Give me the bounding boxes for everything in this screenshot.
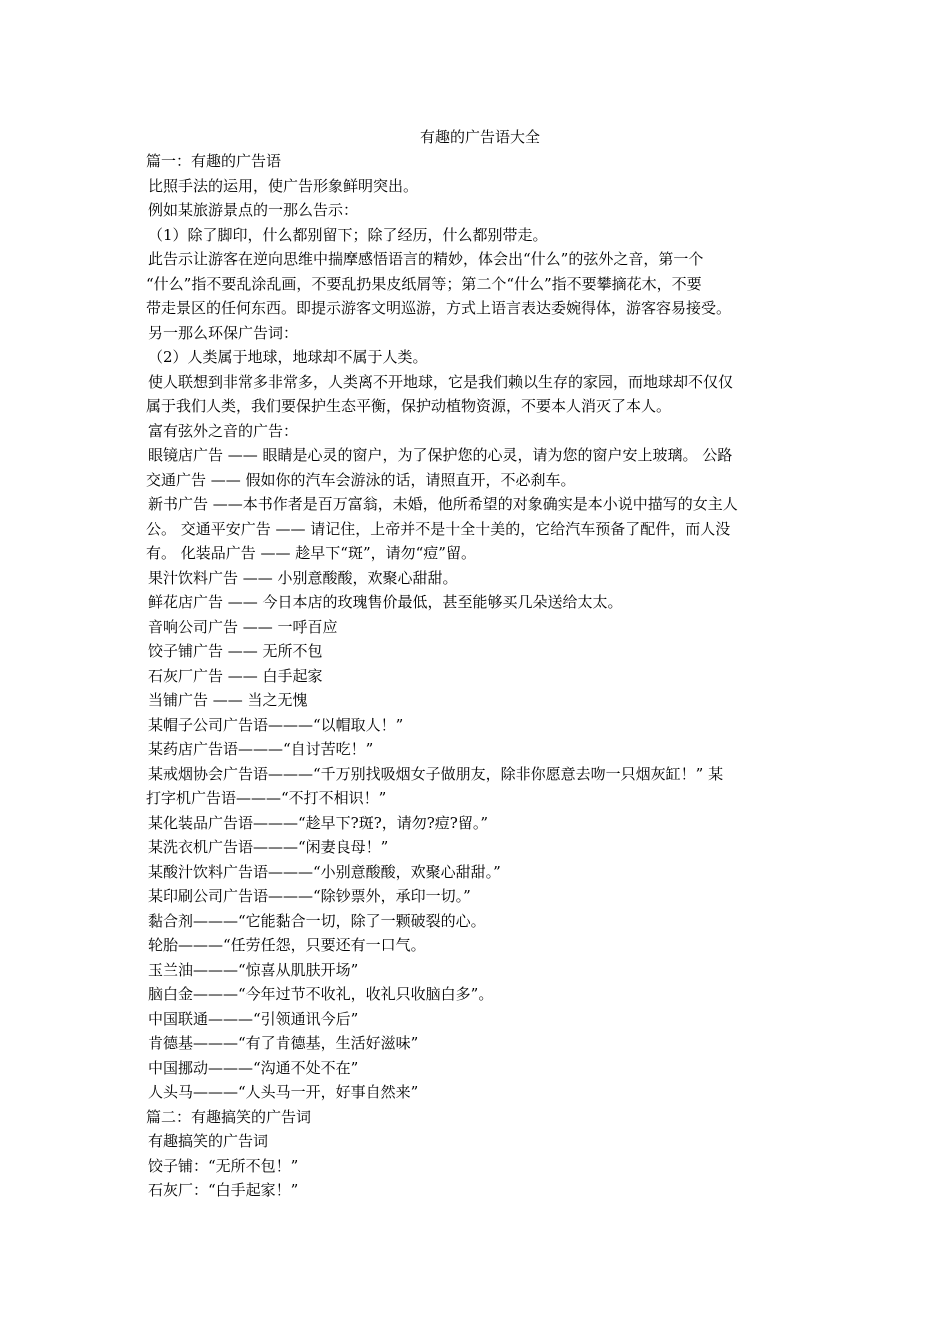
body-line: 某药店广告语———“自讨苦吃！” [148, 740, 374, 758]
body-line: 打字机广告语———“不打不相识！” [146, 789, 387, 807]
body-line: 比照手法的运用，使广告形象鲜明突出。 [148, 176, 419, 195]
body-line: 石灰厂：“白手起家！” [148, 1181, 299, 1199]
body-line: 石灰厂广告 —— 白手起家 [148, 666, 323, 685]
body-line: 某印刷公司广告语———“除钞票外，承印一切。” [148, 887, 471, 905]
body-line: 某化装品广告语———“趁早下?斑?，请勿?痘?留。” [148, 813, 489, 832]
body-line: 公。 交通平安广告 —— 请记住，上帝并不是十全十美的，它给汽车预备了配件，而人没 [146, 519, 731, 538]
body-line: 饺子铺广告 —— 无所不包 [148, 642, 323, 660]
body-line: 例如某旅游景点的一那么告示： [148, 201, 359, 219]
body-line: 有趣搞笑的广告词 [148, 1132, 269, 1150]
body-line: 果汁饮料广告 —— 小别意酸酸，欢聚心甜甜。 [148, 568, 458, 587]
body-line: 轮胎———“任劳任怨，只要还有一口气。 [148, 936, 426, 954]
document-title: 有趣的广告语大全 [419, 128, 540, 146]
body-line: 眼镜店广告 —— 眼睛是心灵的窗户，为了保护您的心灵，请为您的窗户安上玻璃。 公路 [148, 446, 733, 464]
body-line: 某戒烟协会广告语———“千万别找吸烟女子做朋友，除非你愿意去吻一只烟灰缸！” 某 [148, 764, 724, 783]
body-line: 有。 化装品广告 —— 趁早下“斑”，请勿“痘”留。 [146, 544, 476, 562]
body-line: 玉兰油———“惊喜从肌肤开场” [148, 960, 359, 979]
section-heading: 篇二：有趣搞笑的广告词 [146, 1107, 312, 1126]
body-line: 肯德基———“有了肯德基，生活好滋味” [148, 1034, 419, 1052]
body-line: 此告示让游客在逆向思维中揣摩感悟语言的精妙，体会出“什么”的弦外之音，第一个 [148, 250, 704, 268]
body-line: 带走景区的任何东西。即提示游客文明巡游，方式上语言表达委婉得体，游客容易接受。 [146, 299, 732, 317]
body-line: 另一那么环保广告词： [148, 323, 299, 342]
body-line: 黏合剂———“它能黏合一切，除了一颗破裂的心。 [148, 911, 486, 930]
body-line: 富有弦外之音的广告： [148, 421, 299, 440]
document-body [146, 149, 814, 1203]
body-line: 饺子铺：“无所不包！” [148, 1156, 299, 1175]
body-line: 新书广告 ——本书作者是百万富翁，未婚，他所希望的对象确实是本小说中描写的女主人 [148, 495, 738, 513]
body-line: 鲜花店广告 —— 今日本店的玫瑰售价最低，甚至能够买几朵送给太太。 [148, 593, 623, 611]
body-line: 中国挪动———“沟通不处不在” [148, 1058, 359, 1077]
body-line: 属于我们人类，我们要保护生态平衡，保护动植物资源，不要本人消灭了本人。 [146, 397, 672, 415]
body-line: （1）除了脚印，什么都别留下；除了经历，什么都别带走。 [148, 225, 548, 244]
body-line: （2）人类属于地球，地球却不属于人类。 [148, 348, 428, 366]
body-line: 某酸汁饮料广告语———“小别意酸酸，欢聚心甜甜。” [148, 862, 501, 881]
body-line: 中国联通———“引领通讯今后” [148, 1009, 359, 1028]
document-page [146, 125, 814, 1203]
body-line: 音响公司广告 —— 一呼百应 [148, 617, 338, 636]
section-heading: 篇一：有趣的广告语 [146, 152, 282, 170]
body-line: 某帽子公司广告语———“以帽取人！” [148, 715, 404, 734]
body-line: 当铺广告 —— 当之无愧 [148, 691, 308, 709]
body-line: 脑白金———“今年过节不收礼，收礼只收脑白多”。 [148, 985, 494, 1003]
body-line: 交通广告 —— 假如你的汽车会游泳的话，请照直开，不必刹车。 [146, 470, 576, 489]
body-line: 使人联想到非常多非常多，人类离不开地球，它是我们赖以生存的家园，而地球却不仅仅 [148, 372, 734, 391]
body-line: “什么”指不要乱涂乱画，不要乱扔果皮纸屑等；第二个“什么”指不要攀摘花木，不要 [146, 274, 702, 293]
body-line: 某洗衣机广告语———“闲妻良母！” [148, 838, 389, 856]
body-line: 人头马———“人头马一开，好事自然来” [148, 1083, 419, 1101]
